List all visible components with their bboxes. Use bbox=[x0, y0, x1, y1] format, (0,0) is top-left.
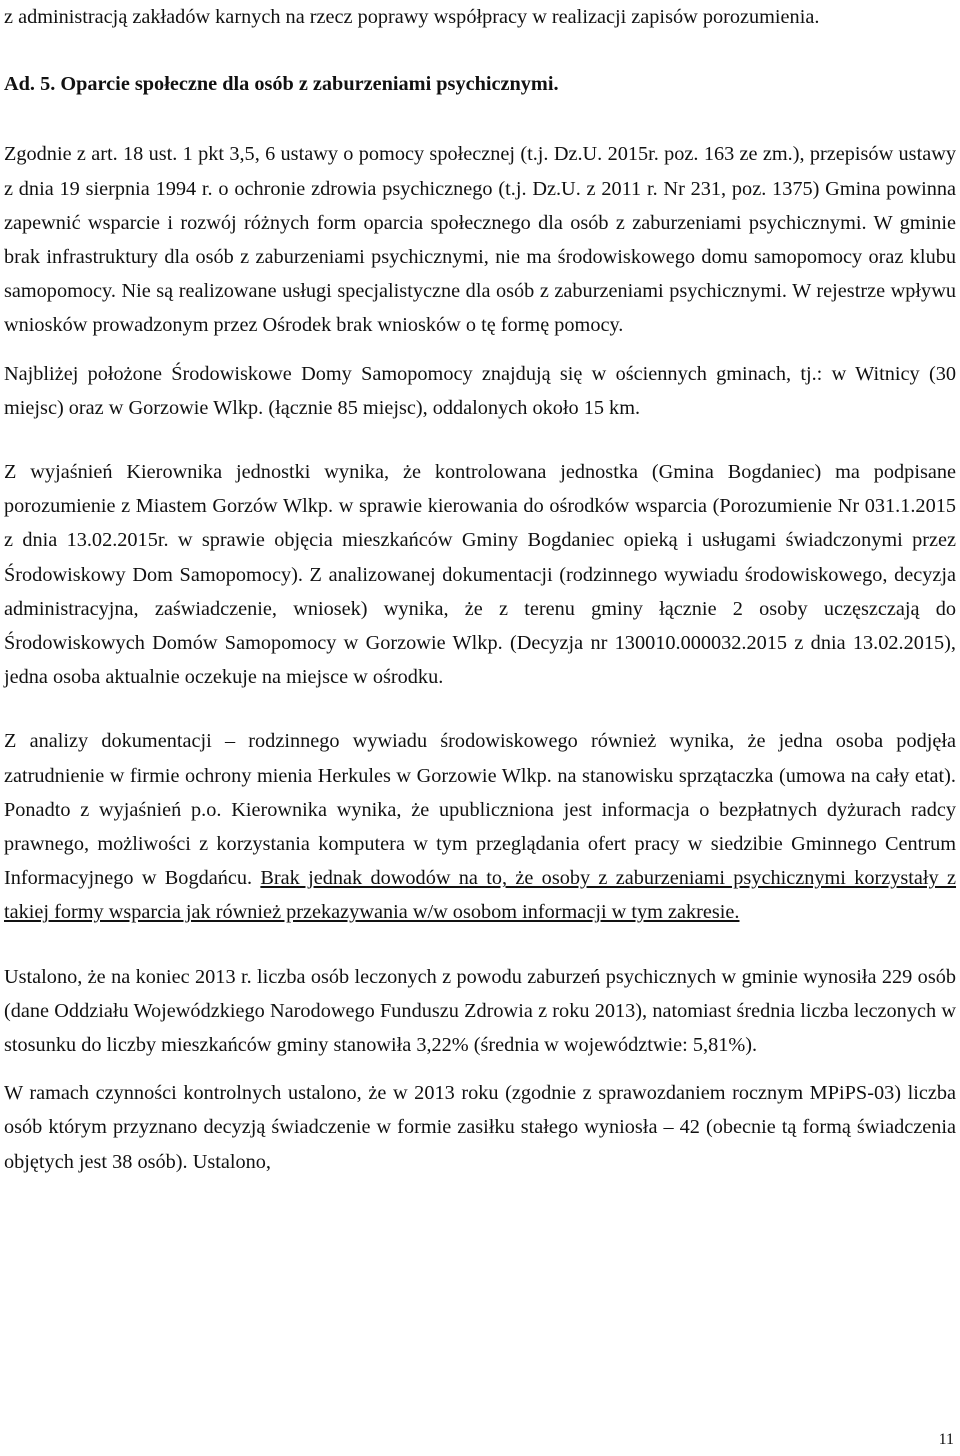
underlined-finding: Brak jednak dowodów na to, że osoby z zaburzeniami psychicznymi korzystały z takiej formy wsparcia jak również przekazywania w/w osobom informacji w tym zakresie. bbox=[4, 867, 957, 924]
paragraph-nearest-homes: Najbliżej położone Środowiskowe Domy Samopomocy znajdują się w ościennych gminach, tj.: w Witnicy (30 miejsc) oraz w Gorzowie Wlkp. (łącznie 85 miejsc), oddalonych około 15 km. bbox=[4, 362, 956, 419]
paragraph-intro: z administracją zakładów karnych na rzecz poprawy współpracy w realizacji zapisów porozumienia. bbox=[4, 6, 820, 28]
page-number: 11 bbox=[938, 1431, 954, 1448]
paragraph-employment-text: Z analizy dokumentacji – rodzinnego wywiadu środowiskowego również wynika, że jedna osoba podjęła zatrudnienie w firmie ochrony mienia Herkules w Gorzowie Wlkp. na stanowisku sprzątaczka (umowa na cały etat). Ponadto z wyjaśnień p.o. Kierownika wynika, że upubliczniona jest informacja o bezpłatnych dyżurach radcy prawnego, możliwości z korzystania komputera w tym przeglądania ofert pracy w siedzibie Gminnego Centrum Informacyjnego w Bogdańcu. bbox=[4, 730, 956, 890]
paragraph-legal-basis: Zgodnie z art. 18 ust. 1 pkt 3,5, 6 ustawy o pomocy społecznej (t.j. Dz.U. 2015r. poz. 163 ze zm.), przepisów ustawy z dnia 19 sierpnia 1994 r. o ochronie zdrowia psychicznego (t.j. Dz.U. z 2011 r. Nr 231, poz. 1375) Gmina powinna zapewnić wsparcie i rozwój różnych form oparcia społecznego dla osób z zaburzeniami psychicznymi. W gminie brak infrastruktury dla osób z zaburzeniami psychicznymi, nie ma środowiskowego domu samopomocy oraz klubu samopomocy. Nie są realizowane usługi specjalistyczne dla osób z zaburzeniami psychicznymi. W rejestrze wpływu wniosków prowadzonym przez Ośrodek brak wniosków o tę formę pomocy. bbox=[4, 143, 956, 337]
paragraph-statistics: Ustalono, że na koniec 2013 r. liczba osób leczonych z powodu zaburzeń psychicznych w gminie wynosiła 229 osób (dane Oddziału Wojewódzkiego Narodowego Funduszu Zdrowia z roku 2013), natomiast średnia liczba leczonych w stosunku do liczby mieszkańców gminy stanowiła 3,22% (średnia w województwie: 5,81%). bbox=[4, 965, 956, 1057]
paragraph-agreement: Z wyjaśnień Kierownika jednostki wynika, że kontrolowana jednostka (Gmina Bogdaniec) ma podpisane porozumienie z Miastem Gorzów Wlkp. w sprawie kierowania do ośrodków wsparcia (Porozumienie Nr 031.1.2015 z dnia 13.02.2015r. w sprawie objęcia mieszkańców Gminy Bogdaniec opieką i usługami świadczonymi przez Środowiskowy Dom Samopomocy). Z analizowanej dokumentacji (rodzinnego wywiadu środowiskowego, decyzja administracyjna, zaświadczenie, wniosek) wynika, że z terenu gminy łącznie 2 osoby uczęszczają do Środowiskowych Domów Samopomocy w Gorzowie Wlkp. (Decyzja nr 130010.000032.2015 z dnia 13.02.2015), jedna osoba aktualnie oczekuje na miejsce w ośrodku. bbox=[4, 461, 956, 689]
paragraph-employment bbox=[4, 724, 956, 929]
section-heading-ad5: Ad. 5. Oparcie społeczne dla osób z zaburzeniami psychicznymi. bbox=[4, 73, 559, 96]
paragraph-allowance: W ramach czynności kontrolnych ustalono, że w 2013 roku (zgodnie z sprawozdaniem rocznym MPiPS-03) liczba osób którym przyznano decyzją świadczenie w formie zasiłku stałego wyniosła – 42 (obecnie tą formą świadczenia objętych jest 38 osób). Ustalono, bbox=[4, 1082, 956, 1173]
document-page bbox=[4, 0, 956, 1179]
